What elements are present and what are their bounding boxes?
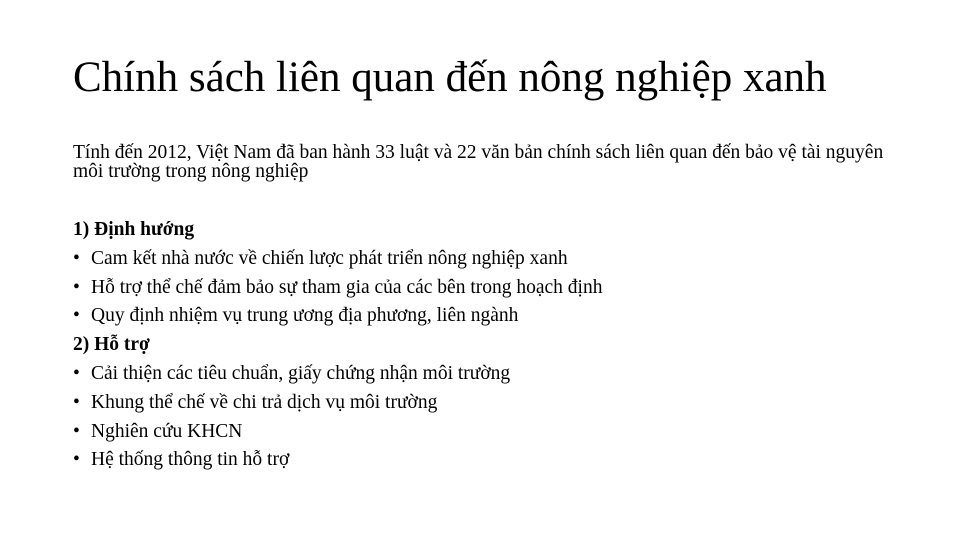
list-item (73, 389, 602, 418)
list-item-text: Hệ thống thông tin hỗ trợ (91, 449, 290, 471)
list-item (73, 245, 602, 274)
list-item (73, 446, 602, 475)
section-heading: 1) Định hướng (73, 219, 195, 240)
list-item (73, 274, 602, 303)
list-item-text: Quy định nhiệm vụ trung ương địa phương, liên ngành (91, 305, 519, 327)
bullet-icon: • (73, 391, 80, 413)
list-item (73, 302, 602, 331)
slide-title: Chính sách liên quan đến nông nghiệp xanh (73, 54, 827, 101)
list-item-text: Hỗ trợ thể chế đảm bảo sự tham gia của các bên trong hoạch định (91, 276, 603, 298)
section-heading: 2) Hỗ trợ (73, 334, 150, 356)
list-item-text: Khung thể chế về chi trả dịch vụ môi trường (91, 391, 438, 413)
bullet-icon: • (73, 247, 80, 269)
list-item (73, 418, 602, 447)
list-item-text: Nghiên cứu KHCN (91, 420, 243, 442)
bullet-icon: • (73, 362, 80, 384)
content-list (73, 216, 602, 475)
bullet-icon: • (73, 449, 80, 471)
list-item-text: Cải thiện các tiêu chuẩn, giấy chứng nhận môi trường (91, 362, 511, 384)
list-item (73, 360, 602, 389)
intro-paragraph: Tính đến 2012, Việt Nam đã ban hành 33 luật và 22 văn bản chính sách liên quan đến bảo vệ tài nguyên môi trường trong nông nghiệp (73, 142, 884, 182)
bullet-icon: • (73, 276, 80, 298)
bullet-icon: • (73, 305, 80, 327)
list-item-text: Cam kết nhà nước về chiến lược phát triển nông nghiệp xanh (91, 247, 568, 269)
bullet-icon: • (73, 420, 80, 442)
